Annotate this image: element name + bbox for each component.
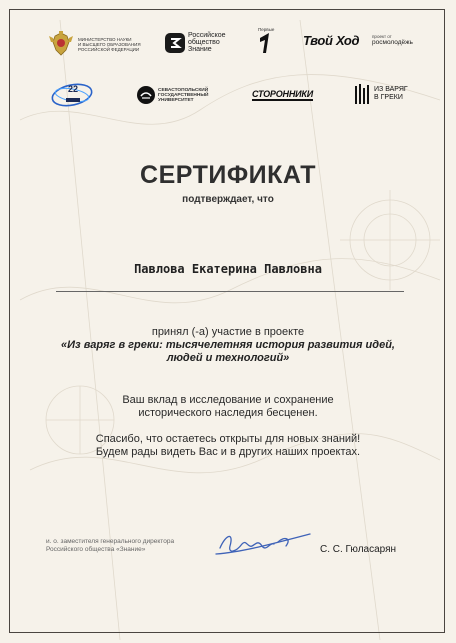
varyag-text-1: ИЗ ВАРЯГ	[374, 86, 408, 93]
varyag-text-2: В ГРЕКИ	[374, 94, 403, 101]
storonniki-logo	[252, 89, 313, 101]
name-underline	[56, 291, 404, 292]
thanks-line-1: Спасибо, что остаетесь открыты для новых знаний!	[95, 433, 361, 445]
rosmolodezh-logo	[372, 34, 413, 46]
tvoy-hod-text: Твой Ход	[303, 33, 360, 48]
certificate-subtitle: подтверждает, что	[182, 194, 274, 205]
ministry-text-1: МИНИСТЕРСТВО НАУКИ	[78, 36, 132, 42]
signer-position-line-2: Российского общества «Знание»	[46, 546, 146, 553]
storonniki-text: СТОРОННИКИ	[252, 89, 314, 99]
sevgu-text-2: ГОСУДАРСТВЕННЫЙ	[158, 92, 209, 98]
sevgu-icon	[137, 86, 155, 104]
ministry-text-3: РОССИЙСКОЙ ФЕДЕРАЦИИ	[78, 46, 140, 52]
certificate-title: СЕРТИФИКАТ	[140, 161, 316, 189]
bars-icon	[355, 84, 371, 104]
contribution-line-1: Ваш вклад в исследование и сохранение	[122, 394, 334, 406]
znanie-icon	[165, 33, 185, 53]
rosmolodezh-text-2: росмолодёжь	[372, 39, 413, 46]
contribution-line-2: исторического наследия бесценен.	[138, 407, 318, 419]
znanie-logo	[165, 32, 226, 53]
signer-position-line-1: и. о. заместителя генерального директора	[46, 538, 175, 545]
znanie-text-3: Знание	[188, 46, 212, 53]
signer-name: С. С. Гюласарян	[320, 544, 397, 555]
sevgu-logo	[137, 86, 209, 104]
pervye-icon	[258, 32, 272, 54]
varyag-logo	[355, 84, 408, 104]
pervye-logo	[258, 27, 274, 54]
coat-of-arms-icon	[48, 30, 74, 58]
tvoy-hod-logo	[303, 33, 359, 48]
thanks-line-2: Будем рады видеть Вас и в других наших проектах.	[95, 446, 361, 458]
participation-text: принял (-а) участие в проекте	[151, 326, 305, 338]
pervye-text: Первые	[258, 27, 275, 32]
rosmolodezh-text-1: проект от	[372, 34, 392, 39]
project-title-line-2: людей и технологий»	[166, 352, 290, 364]
handwritten-signature	[212, 526, 316, 562]
number-badge-text: 22	[68, 84, 79, 94]
sevgu-text-1: СЕВАСТОПОЛЬСКИЙ	[158, 87, 209, 93]
ministry-logo	[48, 30, 141, 58]
number-22-logo	[50, 80, 94, 110]
znanie-text-1: Российское	[188, 32, 226, 39]
signer-position	[46, 538, 174, 554]
ministry-text-2: И ВЫСШЕГО ОБРАЗОВАНИЯ	[78, 41, 141, 47]
sevgu-text-3: УНИВЕРСИТЕТ	[158, 97, 194, 103]
project-title-line-1: «Из варяг в греки: тысячелетняя история развития идей,	[61, 339, 395, 351]
znanie-text-2: общество	[188, 39, 220, 46]
recipient-name: Павлова Екатерина Павловна	[134, 262, 322, 276]
